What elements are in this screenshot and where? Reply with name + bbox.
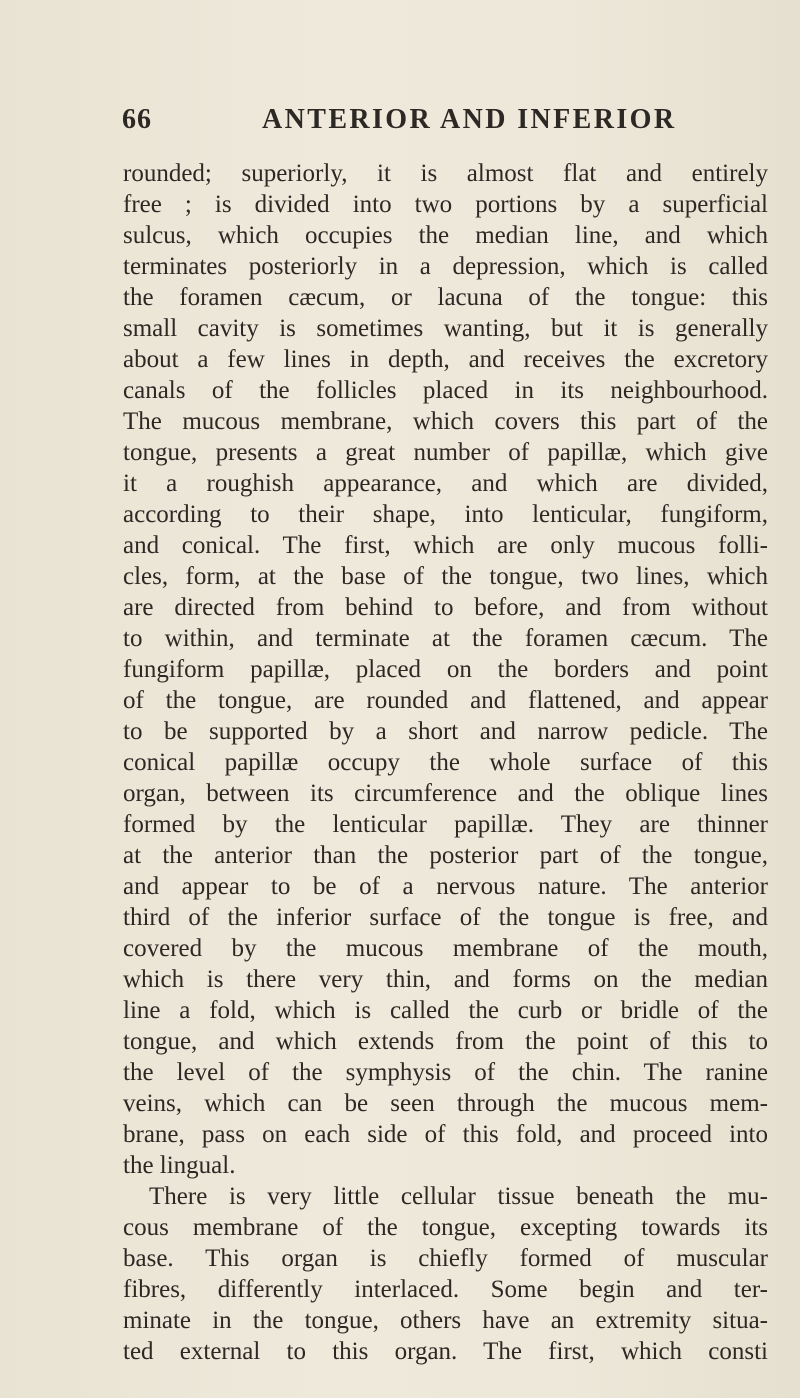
paragraph bbox=[123, 1181, 768, 1367]
text-line: rounded; superiorly, it is almost flat and entirely bbox=[123, 160, 768, 187]
text-line: the foramen cæcum, or lacuna of the tongue: this bbox=[123, 284, 768, 311]
text-line: about a few lines in depth, and receives the excretory bbox=[123, 346, 768, 373]
text-line: fibres, differently interlaced. Some begin and ter- bbox=[123, 1276, 768, 1303]
text-line: which is there very thin, and forms on the median bbox=[123, 966, 768, 993]
text-line: and appear to be of a nervous nature. The anterior bbox=[123, 873, 768, 900]
text-line: third of the inferior surface of the tongue is free, and bbox=[123, 904, 768, 931]
text-line: canals of the follicles placed in its neighbourhood. bbox=[123, 377, 768, 404]
text-line: base. This organ is chiefly formed of muscular bbox=[123, 1245, 768, 1272]
text-line: cous membrane of the tongue, excepting towards its bbox=[123, 1214, 768, 1241]
text-line: free ; is divided into two portions by a superficial bbox=[123, 191, 768, 218]
body-text bbox=[123, 158, 768, 1367]
text-line: the lingual. bbox=[123, 1152, 236, 1179]
paragraph bbox=[123, 158, 768, 1181]
text-line: ted external to this organ. The first, which consti bbox=[123, 1338, 768, 1365]
text-line: line a fold, which is called the curb or bridle of the bbox=[123, 997, 768, 1024]
text-line: brane, pass on each side of this fold, and proceed into bbox=[123, 1121, 768, 1148]
text-line: organ, between its circumference and the oblique lines bbox=[123, 780, 768, 807]
text-line: minate in the tongue, others have an extremity situa- bbox=[123, 1307, 768, 1334]
text-line: tongue, presents a great number of papillæ, which give bbox=[123, 439, 768, 466]
text-line: covered by the mucous membrane of the mouth, bbox=[123, 935, 768, 962]
text-line: cles, form, at the base of the tongue, two lines, which bbox=[123, 563, 768, 590]
text-line: of the tongue, are rounded and flattened, and appear bbox=[123, 687, 768, 714]
text-line: terminates posteriorly in a depression, which is called bbox=[123, 253, 768, 280]
page-header bbox=[120, 104, 740, 144]
text-line: formed by the lenticular papillæ. They are thinner bbox=[123, 811, 768, 838]
text-line: small cavity is sometimes wanting, but it is generally bbox=[123, 315, 768, 342]
text-line: to within, and terminate at the foramen cæcum. The bbox=[123, 625, 768, 652]
text-line: are directed from behind to before, and from without bbox=[123, 594, 768, 621]
text-line: There is very little cellular tissue beneath the mu- bbox=[149, 1183, 768, 1210]
text-line: to be supported by a short and narrow pedicle. The bbox=[123, 718, 768, 745]
text-line: tongue, and which extends from the point of this to bbox=[123, 1028, 768, 1055]
text-line: it a roughish appearance, and which are divided, bbox=[123, 470, 768, 497]
text-line: veins, which can be seen through the mucous mem- bbox=[123, 1090, 768, 1117]
text-line: and conical. The first, which are only mucous folli- bbox=[123, 532, 768, 559]
page-number: 66 bbox=[122, 104, 152, 135]
running-head: ANTERIOR AND INFERIOR bbox=[262, 104, 677, 135]
text-line: conical papillæ occupy the whole surface of this bbox=[123, 749, 768, 776]
text-line: according to their shape, into lenticular, fungiform, bbox=[123, 501, 768, 528]
text-line: at the anterior than the posterior part of the tongue, bbox=[123, 842, 768, 869]
text-line: The mucous membrane, which covers this part of the bbox=[123, 408, 768, 435]
text-line: sulcus, which occupies the median line, and which bbox=[123, 222, 768, 249]
text-line: the level of the symphysis of the chin. The ranine bbox=[123, 1059, 768, 1086]
text-line: fungiform papillæ, placed on the borders and point bbox=[123, 656, 768, 683]
